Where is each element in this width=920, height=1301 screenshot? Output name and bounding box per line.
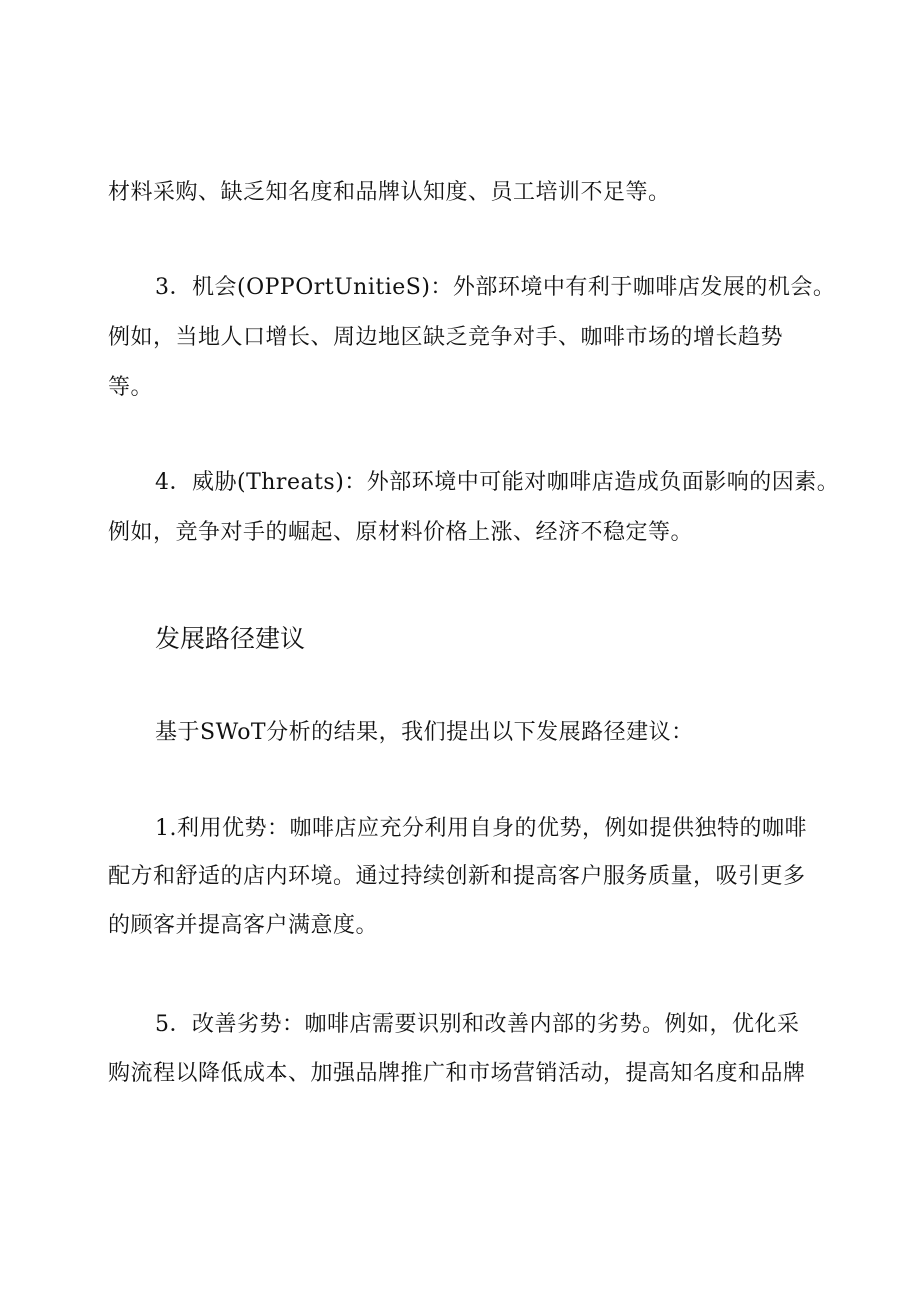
text-line: 1.利用优势：咖啡店应充分利用自身的优势，例如提供独特的咖啡 [155, 816, 807, 841]
section-heading: 发展路径建议 [155, 624, 306, 653]
text-line: 材料采购、缺乏知名度和品牌认知度、员工培训不足等。 [108, 180, 671, 205]
text-line: 购流程以降低成本、加强品牌推广和市场营销活动，提高知名度和品牌 [108, 1061, 806, 1086]
text-line: 5．改善劣势：咖啡店需要识别和改善内部的劣势。例如，优化采 [155, 1012, 800, 1037]
text-line: 例如，当地人口增长、周边地区缺乏竞争对手、咖啡市场的增长趋势 [108, 325, 784, 350]
text-line: 的顾客并提高客户满意度。 [108, 913, 379, 938]
text-line: 4．威胁(Threats)：外部环境中可能对咖啡店造成负面影响的因素。 [155, 470, 840, 495]
text-line: 基于SWoT分析的结果，我们提出以下发展路径建议： [155, 720, 694, 745]
text-line: 例如，竞争对手的崛起、原材料价格上涨、经济不稳定等。 [108, 520, 694, 545]
text-line: 等。 [108, 375, 154, 400]
text-line: 配方和舒适的店内环境。通过持续创新和提高客户服务质量，吸引更多 [108, 864, 806, 889]
text-line: 3．机会(OPPOrtUnitieS)：外部环境中有利于咖啡店发展的机会。 [155, 275, 836, 300]
